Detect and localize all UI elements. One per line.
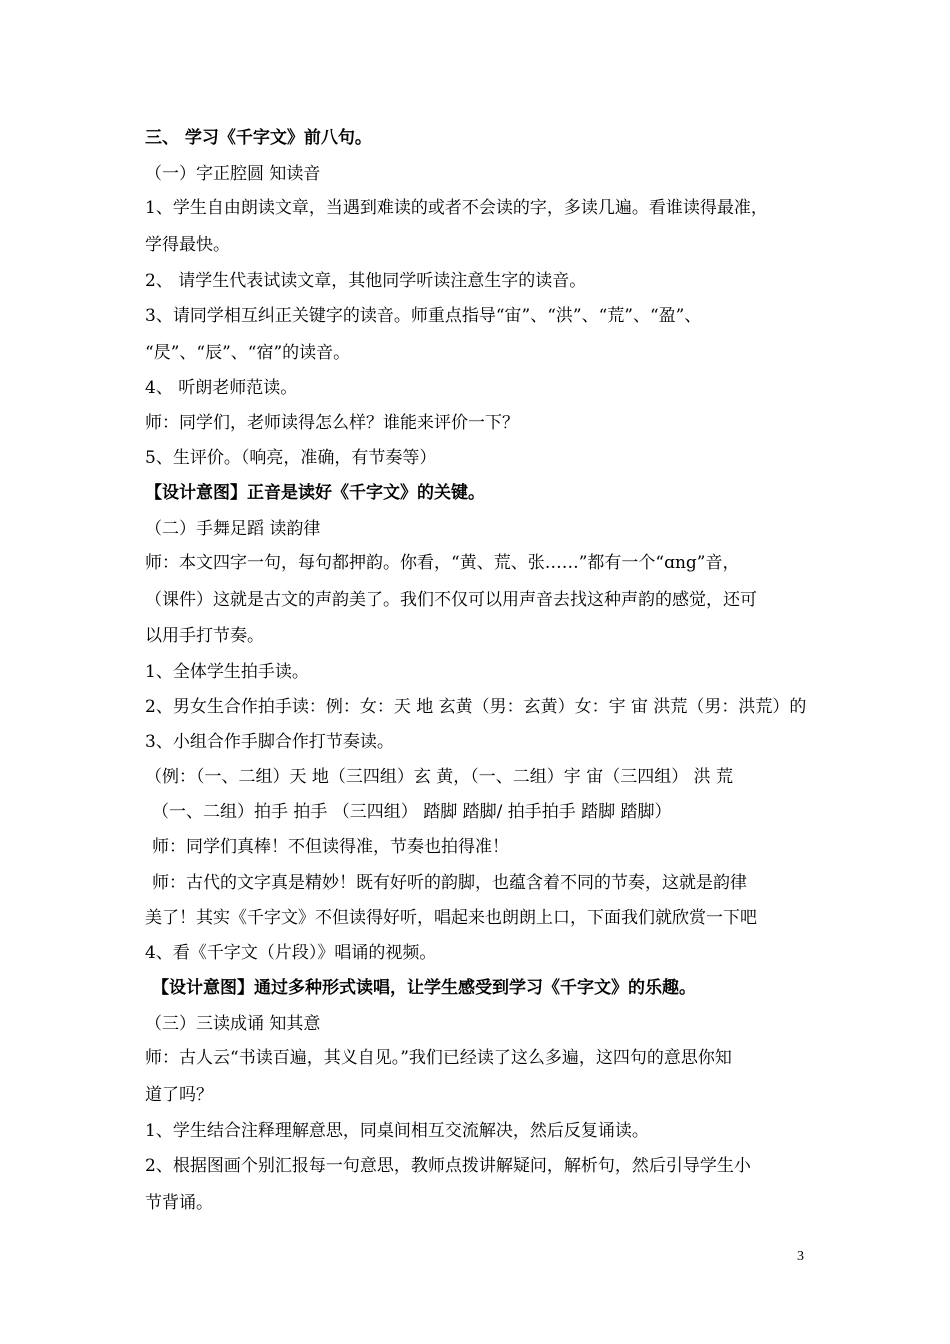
paragraph-line: 3、小组合作手脚合作打节奏读。 (145, 732, 394, 752)
design-intent-note: 【设计意图】通过多种形式读唱，让学生感受到学习《千字文》的乐趣。 (152, 978, 696, 998)
paragraph-line: 节背诵。 (145, 1193, 213, 1213)
paragraph-line: 师：古代的文字真是精妙！既有好听的韵脚，也蕴含着不同的节奏，这就是韵律 (152, 873, 747, 893)
paragraph-line: 美了！其实《千字文》不但读得好听，唱起来也朗朗上口，下面我们就欣赏一下吧 (145, 908, 757, 928)
paragraph-line: 2、根据图画个别汇报每一句意思，教师点拨讲解疑问，解析句，然后引导学生小 (145, 1156, 751, 1176)
paragraph-line: 1、学生自由朗读文章，当遇到难读的或者不会读的字，多读几遍。看谁读得最准， (145, 198, 768, 218)
page-number: 3 (797, 1249, 804, 1264)
paragraph-line: 师：同学们真棒！不但读得准，节奏也拍得准！ (152, 837, 509, 857)
paragraph-line: 学得最快。 (145, 235, 230, 255)
paragraph-line: 2、男女生合作拍手读：例：女：天 地 玄黄（男：玄黄）女：宇 宙 洪荒（男：洪荒）的 (145, 697, 807, 717)
subsection-heading: （二）手舞足蹈 读韵律 (145, 519, 321, 539)
paragraph-line: 2、 请学生代表试读文章，其他同学听读注意生字的读音。 (145, 271, 587, 291)
paragraph-line: 4、看《千字文（片段）》唱诵的视频。 (145, 943, 437, 963)
paragraph-line: 3、请同学相互纠正关键字的读音。师重点指导“宙”、“洪”、“荒”、“盈”、 (145, 306, 702, 326)
paragraph-line: 以用手打节奏。 (145, 626, 264, 646)
paragraph-line: 师：本文四字一句，每句都押韵。你看，“黄、荒、张……”都有一个“ɑng”音， (145, 553, 740, 573)
paragraph-line: 4、 听朗老师范读。 (145, 378, 298, 398)
paragraph-line: 1、学生结合注释理解意思，同桌间相互交流解决，然后反复诵读。 (145, 1121, 649, 1141)
subsection-heading: （一）字正腔圆 知读音 (145, 164, 321, 184)
design-intent-note: 【设计意图】正音是读好《千字文》的关键。 (145, 483, 485, 503)
paragraph-line: 道了吗？ (145, 1085, 213, 1105)
paragraph-line: 5、生评价。（响亮，准确，有节奏等） (145, 448, 437, 468)
subsection-heading: （三）三读成诵 知其意 (145, 1014, 321, 1034)
paragraph-line: （课件）这就是古文的声韵美了。我们不仅可以用声音去找这种声韵的感觉，还可 (145, 590, 757, 610)
paragraph-line: 1、全体学生拍手读。 (145, 662, 309, 682)
paragraph-line: （例：（一、二组）天 地（三四组）玄 黄，（一、二组）宇 宙（三四组） 洪 荒 (145, 767, 734, 787)
section-heading: 三、 学习《千字文》前八句。 (145, 128, 372, 148)
paragraph-line: “昃”、“辰”、“宿”的读音。 (145, 343, 351, 363)
paragraph-line: 师：同学们，老师读得怎么样？谁能来评价一下？ (145, 413, 519, 433)
paragraph-line: （一、二组）拍手 拍手 （三四组） 踏脚 踏脚/ 拍手拍手 踏脚 踏脚） (152, 802, 672, 822)
paragraph-line: 师：古人云“书读百遍，其义自见。”我们已经读了这么多遍，这四句的意思你知 (145, 1048, 732, 1068)
